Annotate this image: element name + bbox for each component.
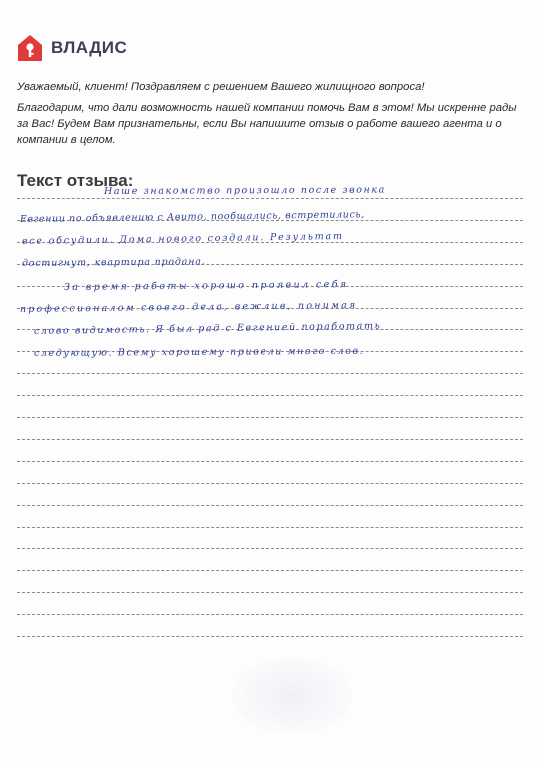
review-line: достигнут, квартира продана. bbox=[21, 256, 206, 269]
writing-rule bbox=[17, 286, 523, 287]
review-line: слово видимость. Я был рад с Евгенией поработать bbox=[33, 320, 382, 337]
writing-rule bbox=[17, 198, 523, 199]
writing-rule bbox=[17, 308, 523, 309]
writing-rule bbox=[17, 614, 523, 615]
review-line: профессионалом своего дела, вежлив, понимая bbox=[19, 299, 358, 315]
writing-rule bbox=[17, 264, 523, 265]
writing-rule bbox=[17, 592, 523, 593]
writing-rule bbox=[17, 439, 523, 440]
review-line: Евгении по объявлению с Авито, пообщались, встретились, bbox=[19, 209, 365, 225]
review-line: все обсудили. Дома нового создали. Результат bbox=[21, 230, 344, 247]
thanks-text: Благодарим, что дали возможность нашей компании помочь Вам в этом! Мы искренне рады за Вас! Будем Вам признательны, если Вы напишите отзыв о работе вашего агента и о компании в целом. bbox=[17, 102, 517, 146]
writing-rule bbox=[17, 636, 523, 637]
writing-rule bbox=[17, 329, 523, 330]
writing-rule bbox=[17, 570, 523, 571]
writing-rule bbox=[17, 527, 523, 528]
writing-rule bbox=[17, 461, 523, 462]
brand-name: ВЛАДИС bbox=[51, 38, 128, 57]
writing-rule bbox=[17, 373, 523, 374]
writing-rule bbox=[17, 483, 523, 484]
writing-rule bbox=[17, 351, 523, 352]
review-line: Наше знакомство произошло после звонка bbox=[103, 184, 386, 197]
writing-rule bbox=[17, 548, 523, 549]
writing-rule bbox=[17, 242, 523, 243]
review-ruled-lines bbox=[17, 0, 523, 768]
review-line: За время работы хорошо проявил себя bbox=[63, 279, 349, 293]
writing-rule bbox=[17, 395, 523, 396]
review-line: следующую. Всему хорошему привели много слов. bbox=[33, 345, 365, 359]
greeting-text: Уважаемый, клиент! Поздравляем с решением Вашего жилищного вопроса! bbox=[17, 81, 425, 93]
review-title: Текст отзыва: bbox=[17, 171, 134, 190]
writing-rule bbox=[17, 220, 523, 221]
scan-smudge bbox=[232, 658, 352, 733]
writing-rule bbox=[17, 505, 523, 506]
writing-rule bbox=[17, 417, 523, 418]
